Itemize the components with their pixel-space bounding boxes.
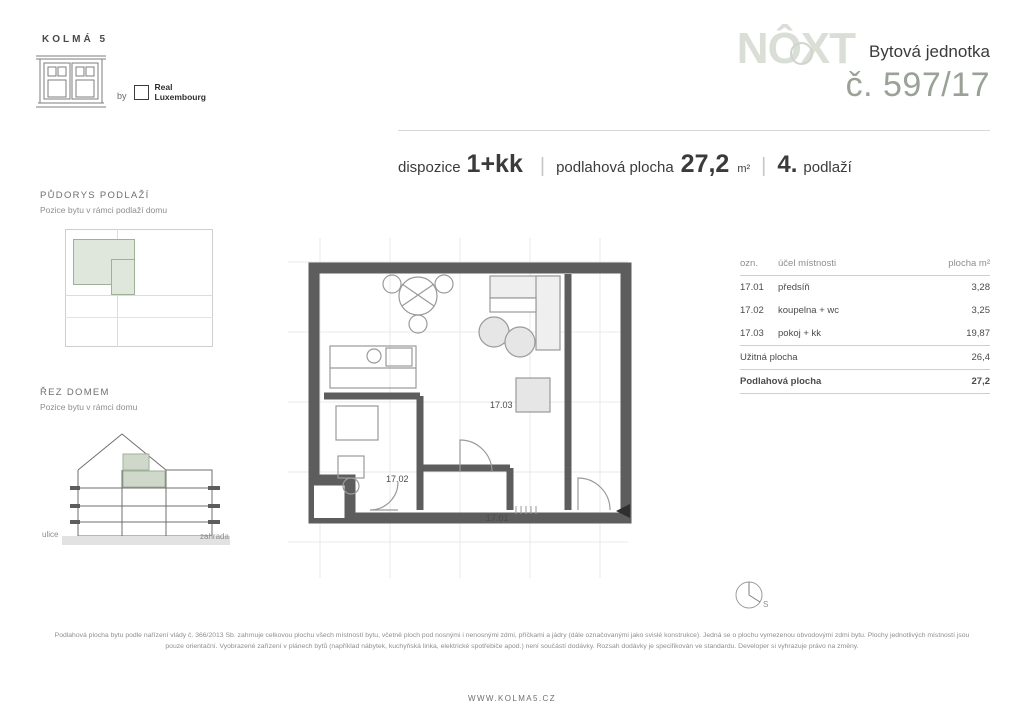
- row-code: 17.02: [740, 305, 764, 316]
- row-name: pokoj + kk: [778, 328, 822, 339]
- next-logo-text: NÔXT: [736, 24, 856, 73]
- room-label-1703: 17.03: [490, 400, 513, 410]
- specs-separator-1: |: [539, 155, 546, 177]
- row-area: 19,87: [966, 328, 990, 339]
- table-summary-row: [740, 346, 990, 369]
- total-area: 27,2: [971, 376, 990, 387]
- mini-floorplan-diagram: [65, 229, 213, 347]
- table-header-name: účel místnosti: [778, 258, 837, 269]
- partner-line1: Real: [154, 81, 173, 92]
- unit-number: č. 597/17: [845, 65, 990, 104]
- row-code: 17.01: [740, 282, 764, 293]
- square-icon: [134, 85, 149, 100]
- footer-website: WWW.KOLMA5.CZ: [468, 694, 556, 703]
- partner-logo: [134, 82, 206, 103]
- circle-icon: [790, 42, 813, 65]
- row-area: 3,25: [971, 305, 990, 316]
- layout-label: dispozice: [398, 159, 461, 176]
- unit-header: [736, 24, 990, 105]
- by-label: by: [117, 91, 127, 101]
- section-subtitle: Pozice bytu v rámci domu: [40, 402, 138, 412]
- room-table: [740, 258, 990, 394]
- floor-label: podlaží: [803, 159, 852, 176]
- header-divider: [398, 130, 990, 131]
- row-name: koupelna + wc: [778, 305, 839, 316]
- street-label: ulice: [42, 530, 59, 539]
- total-name: Podlahová plocha: [740, 376, 822, 387]
- table-row: [740, 276, 990, 299]
- table-row: [740, 299, 990, 322]
- brand-name: KOLMÁ 5: [42, 34, 108, 45]
- summary-name: Užitná plocha: [740, 352, 798, 363]
- house-section-diagram: [42, 426, 230, 546]
- room-label-1702: 17.02: [386, 474, 409, 484]
- north-indicator: [732, 578, 772, 618]
- room-label-1701: 17.01: [486, 513, 509, 523]
- house-icon: [34, 51, 108, 109]
- partner-line2: Luxembourg: [154, 92, 206, 103]
- floor-value: 4.: [777, 151, 798, 178]
- table-header-row: [740, 258, 990, 275]
- brand-logo-block: [34, 34, 304, 109]
- summary-area: 26,4: [971, 352, 990, 363]
- area-unit: m²: [737, 163, 751, 175]
- footer-note: Podlahová plocha bytu podle nařízení vlády č. 366/2013 Sb. zahrnuje celkovou plochu všech místností bytu, včetně ploch pod nosnými i nenosnými zdmi, příčkami a jádry (dále označovanými jako svislé konstrukce). Jedná se o plochu vymezenou obvodovými zdmi bytu. Plochy jednotlivých místností jsou pouze orientační. Vyobrazené zařízení v plánech bytů (například nábytek, kuchyňská linka, elektrické spotřebiče apod.) není součástí dodávky. Rozsah dodávky je specifikován ve standardu. Developer si vyhrazuje právo na změny.: [54, 632, 970, 651]
- floor-plan-title: PŮDORYS PODLAŽÍ: [40, 190, 150, 201]
- table-header-area: plocha m²: [948, 258, 990, 269]
- section-title: ŘEZ DOMEM: [40, 387, 110, 398]
- layout-value: 1+kk: [466, 150, 523, 178]
- row-code: 17.03: [740, 328, 764, 339]
- house-section-block: [40, 387, 290, 546]
- unit-highlight-ext: [111, 259, 135, 295]
- next-logo: [736, 24, 856, 73]
- left-column: [40, 190, 290, 546]
- row-area: 3,28: [971, 282, 990, 293]
- area-label: podlahová plocha: [556, 159, 674, 176]
- area-value: 27,2: [680, 150, 730, 178]
- specs-separator-2: |: [761, 155, 767, 177]
- floor-plan-section: [40, 190, 290, 347]
- table-header-code: ozn.: [740, 258, 758, 269]
- north-label: S: [763, 600, 769, 609]
- row-name: předsíň: [778, 282, 810, 293]
- table-row: [740, 322, 990, 345]
- apartment-floorplan: [278, 228, 638, 588]
- floor-plan-subtitle: Pozice bytu v rámci podlaží domu: [40, 205, 168, 215]
- garden-label: zahrada: [200, 532, 229, 541]
- unit-label: Bytová jednotka: [869, 42, 990, 61]
- specs-row: [398, 150, 998, 179]
- table-total-row: [740, 370, 990, 393]
